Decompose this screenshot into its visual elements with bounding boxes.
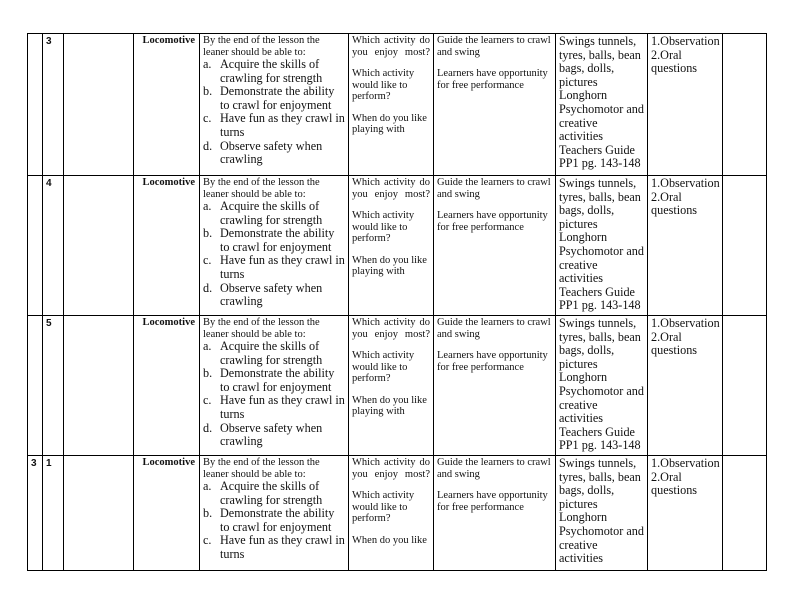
objective-marker: d. (203, 138, 213, 153)
objective-item (203, 340, 345, 367)
objective-text: Demonstrate the ability to crawl for enjoyment (220, 84, 335, 112)
learning-experience: Guide the learners to crawl and swing (437, 457, 551, 480)
objective-text: Observe safety when crawling (220, 420, 323, 449)
sub-strand-cell (64, 456, 134, 571)
objective-item (203, 507, 345, 534)
key-question: Which activity do you enjoy most? (352, 35, 430, 58)
table-row (28, 316, 767, 456)
lesson-cell: 4 (43, 176, 64, 316)
assessment-cell: 1.Observation 2.Oral questions (648, 176, 723, 316)
objective-marker: c. (203, 533, 212, 548)
remarks-cell (723, 176, 767, 316)
assessment-cell: 1.Observation 2.Oral questions (648, 456, 723, 571)
remarks-cell (723, 34, 767, 176)
sub-strand-cell (64, 316, 134, 456)
sub-strand-cell (64, 34, 134, 176)
objective-marker: b. (203, 366, 213, 381)
resources-cell: Swings tunnels, tyres, balls, bean bags, dolls, pictures Longhorn Psychomotor and creative activities (556, 456, 648, 571)
table-row (28, 456, 767, 571)
key-question: When do you like playing with (352, 394, 427, 417)
learning-experience: Guide the learners to crawl and swing (437, 35, 551, 58)
objective-item (203, 282, 345, 309)
objectives-cell (200, 456, 349, 571)
objective-marker: a. (203, 339, 212, 353)
sub-strand-cell (64, 176, 134, 316)
objective-marker: a. (203, 57, 212, 71)
objectives-intro: By the end of the lesson the leaner should be able to: (203, 457, 320, 480)
lesson-cell: 3 (43, 34, 64, 176)
objective-marker: b. (203, 84, 213, 99)
objective-marker: c. (203, 253, 212, 268)
objectives-cell (200, 34, 349, 176)
objective-text: Have fun as they crawl in turns (220, 533, 345, 561)
objective-marker: d. (203, 280, 213, 295)
resources-cell: Swings tunnels, tyres, balls, bean bags, dolls, pictures Longhorn Psychomotor and creative activities Teachers Guide PP1 pg. 143-148 (556, 34, 648, 176)
week-cell: 3 (28, 456, 43, 571)
objective-marker: c. (203, 111, 212, 126)
objectives-list (203, 480, 345, 562)
objective-marker: a. (203, 479, 212, 493)
objectives-intro: By the end of the lesson the leaner should be able to: (203, 317, 320, 340)
objective-item (203, 480, 345, 507)
week-cell (28, 176, 43, 316)
learning-experience: Learners have opportunity for free performance (437, 350, 548, 373)
objectives-list (203, 340, 345, 449)
objective-item (203, 534, 345, 561)
objectives-intro: By the end of the lesson the leaner should be able to: (203, 177, 320, 200)
table-row (28, 176, 767, 316)
key-question: Which activity would like to perform? (352, 490, 415, 524)
objective-text: Acquire the skills of crawling for strength (220, 199, 323, 227)
learning-experiences-cell (434, 456, 556, 571)
learning-experiences-cell (434, 176, 556, 316)
key-questions-cell (349, 176, 434, 316)
key-questions-cell (349, 316, 434, 456)
strand-cell: Locomotive (134, 456, 200, 571)
objective-text: Have fun as they crawl in turns (220, 111, 345, 139)
objective-text: Demonstrate the ability to crawl for enjoyment (220, 506, 335, 534)
objective-marker: b. (203, 226, 213, 241)
objective-item (203, 140, 345, 167)
objective-text: Demonstrate the ability to crawl for enjoyment (220, 226, 335, 254)
objective-item (203, 254, 345, 281)
assessment-cell: 1.Observation 2.Oral questions (648, 34, 723, 176)
lesson-cell: 1 (43, 456, 64, 571)
scheme-of-work-table (27, 33, 767, 571)
objectives-intro: By the end of the lesson the leaner should be able to: (203, 35, 320, 58)
learning-experience: Learners have opportunity for free performance (437, 490, 548, 513)
key-question: When do you like (352, 534, 427, 546)
objective-item (203, 85, 345, 112)
learning-experience: Guide the learners to crawl and swing (437, 317, 551, 340)
remarks-cell (723, 456, 767, 571)
objective-text: Demonstrate the ability to crawl for enjoyment (220, 366, 335, 394)
key-question: Which activity would like to perform? (352, 210, 415, 244)
objective-item (203, 367, 345, 394)
objectives-cell (200, 176, 349, 316)
learning-experiences-cell (434, 34, 556, 176)
strand-cell: Locomotive (134, 34, 200, 176)
week-cell (28, 34, 43, 176)
key-questions-cell (349, 34, 434, 176)
table-row (28, 34, 767, 176)
resources-cell: Swings tunnels, tyres, balls, bean bags, dolls, pictures Longhorn Psychomotor and creative activities Teachers Guide PP1 pg. 143-148 (556, 316, 648, 456)
objective-marker: b. (203, 506, 213, 521)
learning-experience: Learners have opportunity for free performance (437, 68, 548, 91)
objective-item (203, 200, 345, 227)
strand-cell: Locomotive (134, 316, 200, 456)
objective-text: Have fun as they crawl in turns (220, 253, 345, 281)
objective-text: Observe safety when crawling (220, 138, 323, 167)
objective-item (203, 422, 345, 449)
key-question: Which activity would like to perform? (352, 350, 415, 384)
assessment-cell: 1.Observation 2.Oral questions (648, 316, 723, 456)
learning-experience: Guide the learners to crawl and swing (437, 177, 551, 200)
lesson-cell: 5 (43, 316, 64, 456)
key-questions-cell (349, 456, 434, 571)
objective-item (203, 394, 345, 421)
key-question: Which activity do you enjoy most? (352, 457, 430, 480)
objectives-list (203, 58, 345, 167)
objective-text: Have fun as they crawl in turns (220, 393, 345, 421)
objective-text: Observe safety when crawling (220, 280, 323, 309)
objective-text: Acquire the skills of crawling for strength (220, 57, 323, 85)
objective-text: Acquire the skills of crawling for strength (220, 339, 323, 367)
learning-experience: Learners have opportunity for free performance (437, 210, 548, 233)
week-cell (28, 316, 43, 456)
objective-text: Acquire the skills of crawling for strength (220, 479, 323, 507)
resources-cell: Swings tunnels, tyres, balls, bean bags, dolls, pictures Longhorn Psychomotor and creative activities Teachers Guide PP1 pg. 143-148 (556, 176, 648, 316)
objective-item (203, 58, 345, 85)
key-question: When do you like playing with (352, 112, 427, 135)
objectives-list (203, 200, 345, 309)
learning-experiences-cell (434, 316, 556, 456)
remarks-cell (723, 316, 767, 456)
objective-marker: d. (203, 420, 213, 435)
key-question: Which activity do you enjoy most? (352, 317, 430, 340)
objectives-cell (200, 316, 349, 456)
key-question: Which activity would like to perform? (352, 68, 415, 102)
key-question: When do you like playing with (352, 254, 427, 277)
key-question: Which activity do you enjoy most? (352, 177, 430, 200)
objective-marker: a. (203, 199, 212, 213)
strand-cell: Locomotive (134, 176, 200, 316)
objective-marker: c. (203, 393, 212, 408)
objective-item (203, 112, 345, 139)
objective-item (203, 227, 345, 254)
